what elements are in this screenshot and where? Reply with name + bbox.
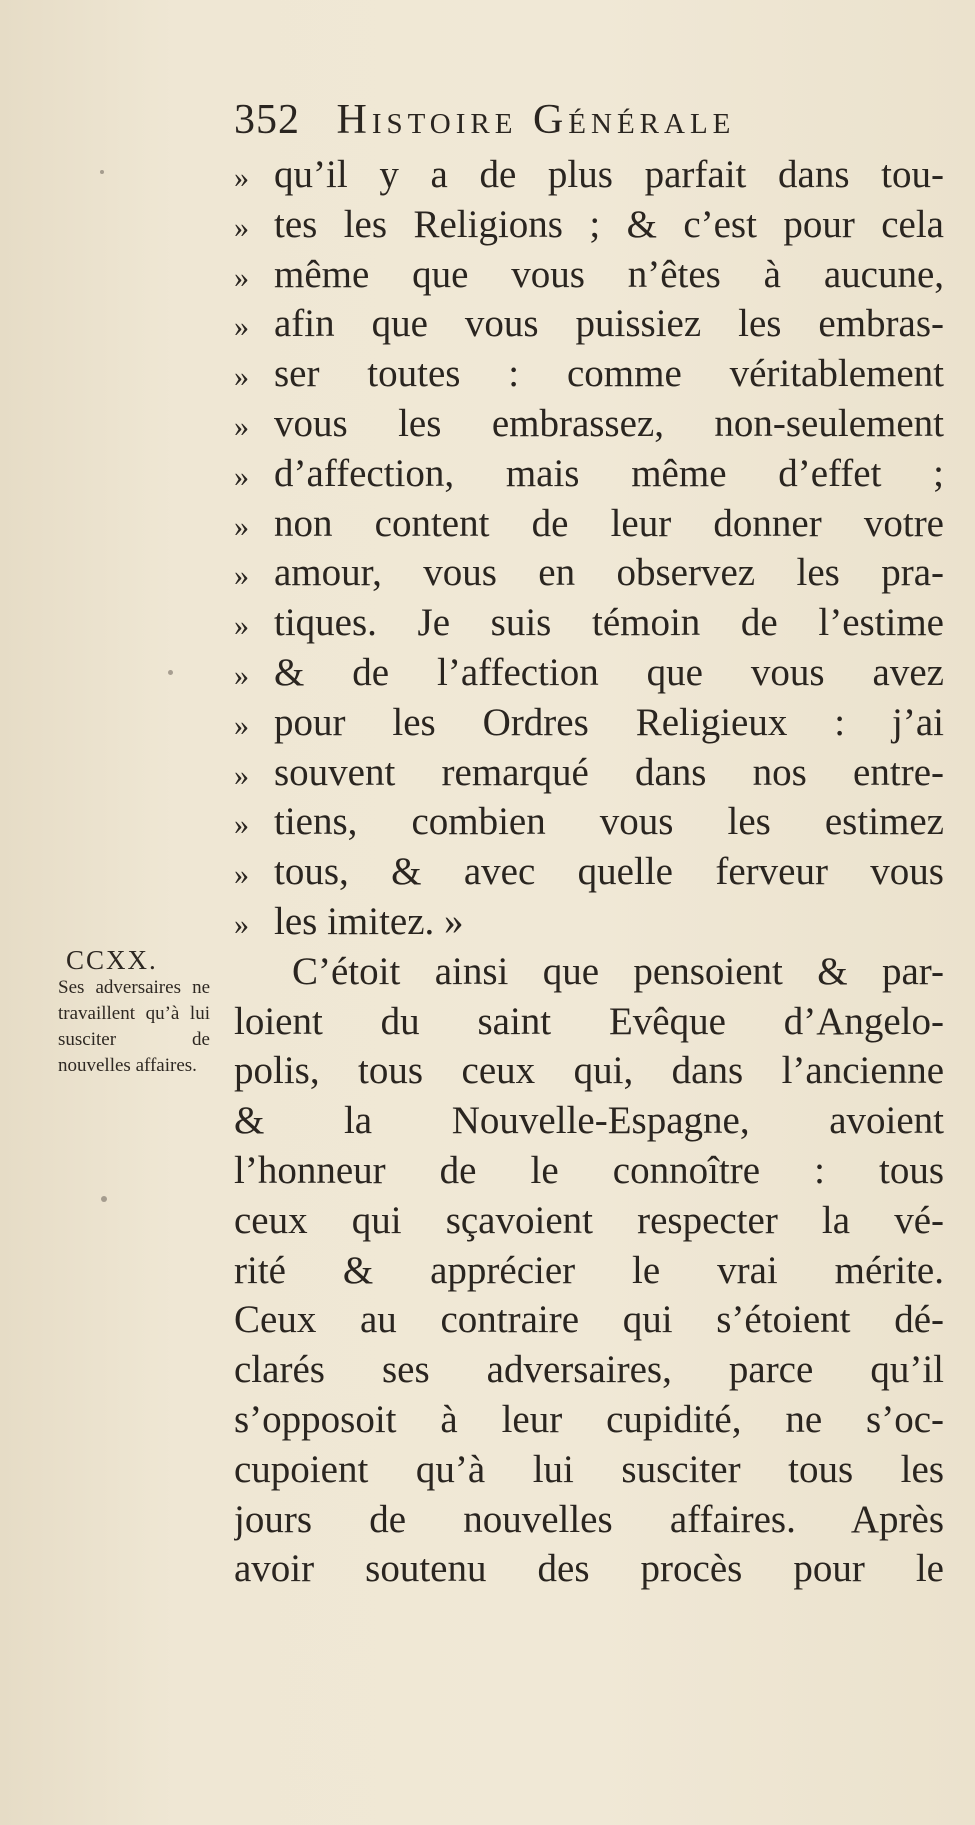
quote-line-text: souvent remarqué dans nos entre- [274,750,944,794]
paragraph-line: & la Nouvelle-Espagne, avoient [234,1099,944,1143]
quote-marker: » [234,210,249,244]
page-number: 352 [234,97,300,143]
quote-marker: » [234,509,249,543]
running-header [234,92,934,148]
quote-line [234,797,944,847]
quote-line [234,250,944,300]
quote-marker: » [234,559,249,593]
quote-line [234,449,944,499]
quote-line [234,200,944,250]
paragraph-line: jours de nouvelles affaires. Après [234,1497,944,1541]
ink-speck [168,670,173,675]
quote-line [234,648,944,698]
quote-line-text: qu’il y a de plus parfait dans tou- [274,153,944,196]
quote-line-text: les imitez. » [274,899,464,943]
margin-note-number: CCXX. [66,945,158,975]
margin-note [58,945,218,1079]
margin-note-text: Ses adversaires ne travaillent qu’à lui susciter de nouvelles affaires. [58,977,210,1076]
quote-line [234,548,944,598]
quote-line-text: amour, vous en observez les pra- [274,551,944,595]
quote-line [234,748,944,798]
paragraph-line: avoir soutenu des procès pour le [234,1547,944,1591]
body-text [234,150,944,1594]
quote-line-text: tes les Religions ; & c’est pour cela [274,202,944,246]
paragraph-line: s’opposoit à leur cupidité, ne s’oc- [234,1397,944,1441]
quote-line-text: & de l’affection que vous avez [274,650,944,694]
paragraph-line: polis, tous ceux qui, dans l’ancienne [234,1049,944,1093]
quote-line [234,499,944,549]
quote-marker: » [234,658,249,692]
paragraph-line: loient du saint Evêque d’Angelo- [234,999,944,1043]
quote-line-text: afin que vous puissiez les embras- [274,302,944,346]
quote-line-text: tiques. Je suis témoin de l’estime [274,601,944,645]
quote-marker: » [234,409,249,443]
running-title: Histoire Générale [336,97,736,143]
quote-line [234,349,944,399]
paragraph-line: clarés ses adversaires, parce qu’il [234,1348,944,1392]
quote-line-text: ser toutes : comme véritablement [274,352,944,396]
paragraph-line: rité & apprécier le vrai mérite. [234,1248,944,1292]
quote-marker: » [234,360,249,394]
quote-line [234,698,944,748]
paragraph-line: Ceux au contraire qui s’étoient dé- [234,1298,944,1342]
quote-marker: » [234,609,249,643]
quote-marker: » [234,808,249,842]
quote-marker: » [234,758,249,792]
quote-line-text: d’affection, mais même d’effet ; [274,451,944,495]
paragraph-line: C’étoit ainsi que pensoient & par- [292,949,944,993]
quote-line [234,847,944,897]
quote-marker: » [234,858,249,892]
quote-block [234,150,944,947]
quote-line [234,299,944,349]
quote-marker: » [234,459,249,493]
ink-speck [101,1196,107,1202]
quote-line-text: même que vous n’êtes à aucune, [274,252,944,296]
quote-line [234,150,944,200]
quote-marker: » [234,907,249,941]
ink-speck [100,170,104,174]
quote-line [234,399,944,449]
paragraph-line: cupoient qu’à lui susciter tous les [234,1447,944,1491]
quote-marker: » [234,708,249,742]
quote-marker: » [234,161,249,194]
quote-line [234,897,944,947]
quote-line [234,598,944,648]
quote-marker: » [234,260,249,294]
quote-line-text: non content de leur donner votre [274,501,944,545]
quote-line-text: tiens, combien vous les estimez [274,800,944,844]
paragraph-line: l’honneur de le connoître : tous [234,1148,944,1192]
paragraph-block [234,947,944,1594]
quote-marker: » [234,310,249,344]
quote-line-text: vous les embrassez, non-seulement [274,401,944,445]
quote-line-text: tous, & avec quelle ferveur vous [274,850,944,894]
quote-line-text: pour les Ordres Religieux : j’ai [274,700,944,744]
paragraph-line: ceux qui sçavoient respecter la vé- [234,1198,944,1242]
